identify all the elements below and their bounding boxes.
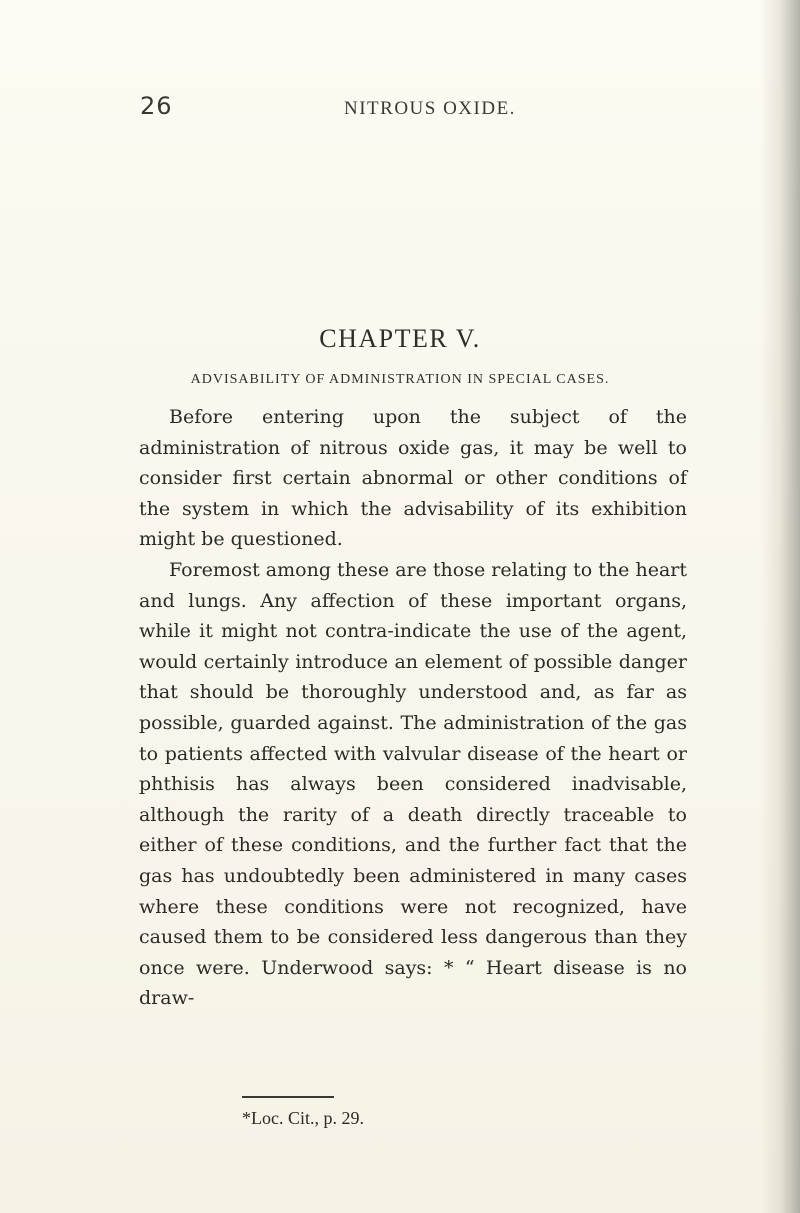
footnote-divider bbox=[242, 1096, 334, 1098]
paragraph: Before entering upon the subject of the administration of nitrous oxide gas, it may be well to consider first certain abnormal or other conditions of the system in which the advisability of its exhibition might be questioned. bbox=[139, 406, 687, 551]
footnote: *Loc. Cit., p. 29. bbox=[242, 1108, 364, 1128]
running-head: NITROUS OXIDE. bbox=[344, 98, 516, 119]
page-number: 26 bbox=[140, 92, 173, 120]
body-text bbox=[139, 402, 687, 1014]
chapter-subtitle: ADVISABILITY OF ADMINISTRATION IN SPECIAL CASES. bbox=[190, 372, 610, 387]
chapter-title: CHAPTER V. bbox=[319, 324, 481, 353]
page-header bbox=[0, 92, 800, 122]
paragraph: Foremost among these are those relating to the heart and lungs. Any affection of these important organs, while it might not contra-indicate the use of the agent, would certainly introduce an element of possible danger that should be thoroughly understood and, as far as possible, guarded against. The administration of the gas to patients affected with valvular disease of the heart or phthisis has always been considered inadvisable, although the rarity of a death directly traceable to either of these conditions, and the further fact that the gas has undoubtedly been administered in many cases where these conditions were not recognized, have caused them to be considered less dangerous than they once were. Underwood says: * “ Heart disease is no draw- bbox=[139, 558, 687, 1010]
